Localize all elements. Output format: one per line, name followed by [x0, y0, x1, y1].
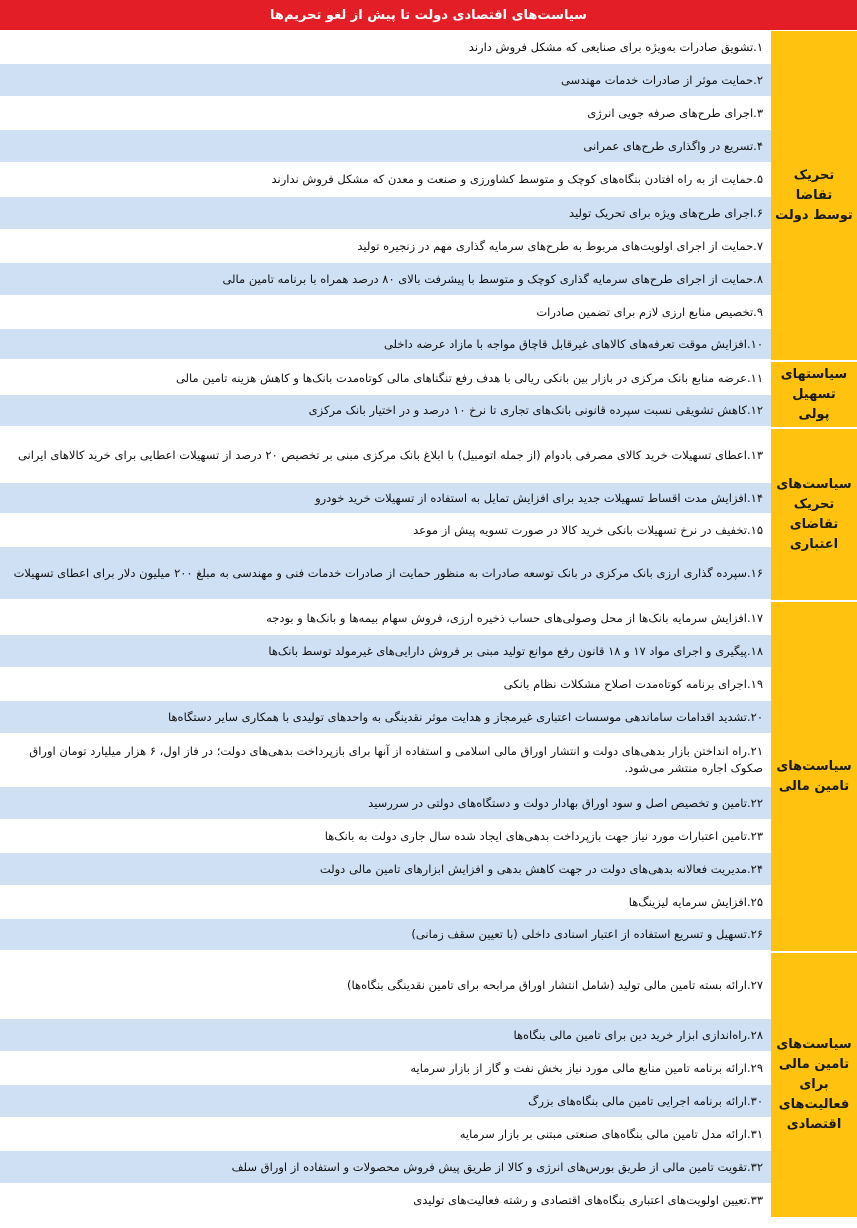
policy-text: ۲۵.افزایش سرمایه لیزینگ‌ها [628, 894, 763, 909]
policy-text: ۱۰.افزایش موقت تعرفه‌های کالاهای غیرقابل قاچاق مواجه با مازاد عرضه داخلی [383, 336, 763, 351]
policy-row [0, 130, 771, 163]
policy-text: ۲۲.تامین و تخصیص اصل و سود اوراق بهادار دولت و دستگاه‌های دولتی در سررسید [368, 795, 763, 810]
policy-row [0, 547, 771, 600]
policy-text: ۳۳.تعیین اولویت‌های اعتباری بنگاه‌های اقتصادی و رشته فعالیت‌های تولیدی [413, 1192, 763, 1207]
policy-row [0, 64, 771, 97]
policy-text: ۴.تسریع در واگذاری طرح‌های عمرانی [583, 138, 763, 153]
policy-text: ۱۴.افزایش مدت اقساط تسهیلات جدید برای افزایش تمایل به استفاده از تسهیلات خرید خودرو [315, 490, 763, 505]
policy-row [0, 514, 771, 547]
policy-row [0, 1184, 771, 1217]
policy-text: ۸.حمایت از اجرای طرح‌های سرمایه گذاری کوچک و متوسط با پیشرفت بالای ۸۰ درصد همراه با برنامه تامین مالی [222, 271, 763, 286]
category-label: سیاست‌های تامین مالی برای فعالیت‌های اقتصادی [771, 953, 857, 1217]
policy-row [0, 1118, 771, 1151]
category-label: سیاست‌های تامین مالی [771, 602, 857, 951]
policy-list [0, 429, 771, 600]
policy-list [0, 31, 771, 360]
policy-row [0, 953, 771, 1019]
policy-group [0, 362, 857, 429]
policy-table [0, 31, 857, 1219]
policy-row [0, 163, 771, 197]
policy-text: ۱۹.اجرای برنامه کوتاه‌مدت اصلاح مشکلات نظام بانکی [503, 676, 763, 691]
policy-text: ۳۲.تقویت تامین مالی از طریق بورس‌های انرژی و کالا از طریق پیش فروش محصولات و استفاده از اوراق سلف [231, 1159, 763, 1174]
policy-row [0, 1052, 771, 1085]
policy-text: ۲.حمایت موثر از صادرات خدمات مهندسی [560, 72, 763, 87]
policy-text: ۵.حمایت از به راه افتادن بنگاه‌های کوچک و متوسط کشاورزی و صنعت و معدن که مشکل فروش ندارند [271, 172, 763, 186]
policy-row [0, 919, 771, 951]
policy-text: ۱.تشویق صادرات به‌ویژه برای صنایعی که مشکل فروش دارند [468, 39, 763, 54]
policy-list [0, 953, 771, 1217]
policy-row [0, 668, 771, 701]
policy-row [0, 734, 771, 787]
policy-row [0, 853, 771, 886]
policy-row [0, 787, 771, 820]
policy-text: ۲۹.ارائه برنامه تامین منابع مالی مورد نیاز بخش نفت و گاز از بازار سرمایه [410, 1060, 763, 1075]
policy-row [0, 197, 771, 230]
policy-group [0, 953, 857, 1219]
policy-text: ۲۶.تسهیل و تسریع استفاده از اعتبار اسنادی داخلی (با تعیین سقف زمانی) [411, 927, 763, 941]
policy-list [0, 602, 771, 951]
policy-row [0, 1085, 771, 1118]
policy-row [0, 429, 771, 483]
policy-row [0, 395, 771, 427]
policy-text: ۱۲.کاهش تشویقی نسبت سپرده قانونی بانک‌های تجاری تا نرخ ۱۰ درصد و در اختیار بانک مرکزی [308, 403, 763, 417]
policy-text: ۳.اجرای طرح‌های صرفه جویی انرژی [587, 105, 763, 120]
policy-text: ۱۷.افزایش سرمایه بانک‌ها از محل وصولی‌های حساب ذخیره ارزی، فروش سهام بیمه‌ها و بانک‌ها و بودجه [266, 610, 763, 625]
policy-text: ۳۰.ارائه برنامه اجرایی تامین مالی بنگاه‌های بزرگ [528, 1093, 763, 1108]
policy-row [0, 635, 771, 668]
policy-text: ۱۳.اعطای تسهیلات خرید کالای مصرفی بادوام (از جمله اتومبیل) با ابلاغ بانک مرکزی مبنی بر تخصیص ۲۰ درصد از تسهیلات اعطایی برای خرید کالاهای ایرانی [17, 448, 763, 462]
policy-row [0, 97, 771, 130]
policy-row [0, 31, 771, 64]
policy-group [0, 602, 857, 953]
policy-text: ۹.تخصیص منابع ارزی لازم برای تضمین صادرات [536, 304, 763, 319]
policy-text: ۲۸.راه‌اندازی ابزار خرید دین برای تامین مالی بنگاه‌ها [513, 1027, 763, 1042]
policy-row [0, 329, 771, 360]
policy-text: ۶.اجرای طرح‌های ویژه برای تحریک تولید [569, 205, 763, 220]
policy-row [0, 886, 771, 919]
policy-row [0, 296, 771, 329]
policy-text: ۱۶.سپرده گذاری ارزی بانک مرکزی در بانک توسعه صادرات به منظور حمایت از صادرات خدمات فنی و مهندسی به مبلغ ۲۰۰ میلیون دلار برای اعطای تسهیلات [13, 565, 763, 580]
category-label: سیاستهای تسهیل پولی [771, 362, 857, 427]
policy-list [0, 362, 771, 427]
policy-text: ۲۷.ارائه بسته تامین مالی تولید (شامل انتشار اوراق مرابحه برای تامین نقدینگی بنگاه‌ها) [347, 978, 763, 992]
policy-text: ۲۱.راه انداختن بازار بدهی‌های دولت و انتشار اوراق مالی اسلامی و استفاده از آنها برای بازپرداخت بدهی‌های دولت؛ در فاز اول، ۶ هزار میلیارد تومان اوراق صکوک اجاره منتشر می‌شود. [29, 744, 763, 775]
policy-row [0, 1151, 771, 1184]
policy-row [0, 701, 771, 734]
policy-group [0, 31, 857, 362]
policy-text: ۱۵.تخفیف در نرخ تسهیلات بانکی خرید کالا در صورت تسویه پیش از موعد [413, 522, 763, 537]
policy-text: ۷.حمایت از اجرای اولویت‌های مربوط به طرح‌های سرمایه گذاری مهم در زنجیره تولید [357, 238, 763, 253]
policy-text: ۲۳.تامین اعتبارات مورد نیاز جهت بازپرداخت بدهی‌های ایجاد شده سال جاری دولت به بانک‌ها [324, 828, 763, 843]
table-title: سیاست‌های اقتصادی دولت تا پیش از لغو تحریم‌ها [0, 0, 857, 30]
policy-text: ۲۴.مدیریت فعالانه بدهی‌های دولت در جهت کاهش بدهی و افزایش ابزارهای تامین مالی دولت [319, 861, 763, 876]
policy-row [0, 263, 771, 296]
policy-text: ۱۱.عرضه منابع بانک مرکزی در بازار بین بانکی ریالی با هدف رفع تنگناهای مالی کوتاه‌مدت بانک‌ها و کاهش هزینه تامین مالی [175, 370, 763, 385]
policy-row [0, 602, 771, 635]
policy-text: ۱۸.پیگیری و اجرای مواد ۱۷ و ۱۸ قانون رفع موانع تولید مبنی بر فروش دارایی‌های غیرمولد توسط بانک‌ها [268, 643, 763, 658]
policy-row [0, 230, 771, 263]
policy-row [0, 1019, 771, 1052]
category-label: تحریک تقاضا توسط دولت [771, 31, 857, 360]
category-label: سیاست‌های تحریک تقاضای اعتباری [771, 429, 857, 600]
policy-group [0, 429, 857, 602]
policy-row [0, 483, 771, 514]
policy-row [0, 362, 771, 395]
policy-row [0, 820, 771, 853]
policy-text: ۳۱.ارائه مدل تامین مالی بنگاه‌های صنعتی مبتنی بر بازار سرمایه [459, 1126, 763, 1141]
policy-text: ۲۰.تشدید اقدامات ساماندهی موسسات اعتباری غیرمجاز و هدایت موثر نقدینگی به واحدهای تولیدی با همکاری سایر دستگاه‌ها [167, 709, 763, 724]
